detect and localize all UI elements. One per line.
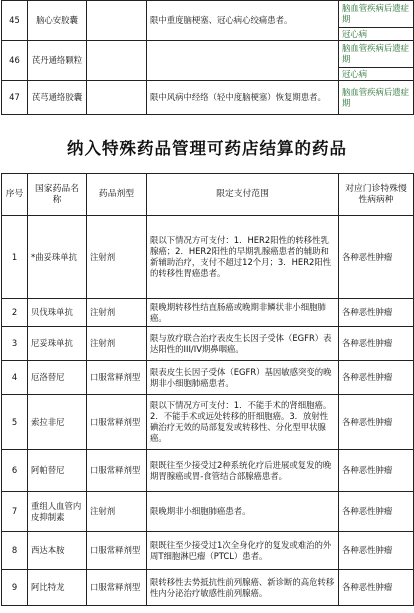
payment-scope: 限表皮生长因子受体（EGFR）基因敏感突变的晚期非小细胞肺癌患者。 [147,361,339,395]
payment-scope: 限中重度脑梗塞、冠心病心绞痛患者。 [147,1,339,41]
drug-name: 索拉非尼 [28,395,87,450]
dosage-form: 口服常释剂型 [87,361,147,395]
disease-type: 冠心病 [339,67,413,80]
payment-scope: 限转移性去势抵抗性前列腺癌、新诊断的高危转移性内分泌治疗敏感性前列腺癌。 [147,570,339,606]
drug-name: 脑心安胶囊 [28,1,87,41]
dosage-form: 注射剂 [87,299,147,327]
row-number: 6 [2,450,28,492]
row-number: 4 [2,361,28,395]
disease-type: 各种恶性肿瘤 [339,570,414,606]
disease-type: 各种恶性肿瘤 [339,361,414,395]
disease-cell [339,81,414,115]
drug-name: 阿帕替尼 [28,450,87,492]
drug-name: *曲妥珠单抗 [28,216,87,299]
drug-name: 芪丹通络颗粒 [28,41,87,81]
payment-scope: 限晚期非小细胞肺癌患者。 [147,492,339,532]
header-disease: 对应门诊特殊慢性病病种 [339,174,414,216]
row-number: 8 [2,532,28,570]
dosage-form: 注射剂 [87,492,147,532]
header-name: 国家药品名称 [28,174,87,216]
table-row [2,532,414,570]
table-row [2,450,414,492]
disease-type: 各种恶性肿瘤 [339,216,414,299]
dosage-form: 口服常释剂型 [87,570,147,606]
drug-name: 尼妥珠单抗 [28,327,87,361]
payment-scope [147,41,339,81]
dosage-form [87,41,147,81]
dosage-form [87,81,147,115]
table-row [2,1,414,41]
drug-name: 芪芎通络胶囊 [28,81,87,115]
special-table-body [2,216,414,606]
header-form: 药品剂型 [87,174,147,216]
payment-scope: 限晚期转移性结直肠癌或晚期非鳞状非小细胞肺癌。 [147,299,339,327]
disease-type: 冠心病 [339,27,413,40]
disease-type: 脑血管疾病后遗症期 [342,86,409,108]
disease-type: 各种恶性肿瘤 [339,327,414,361]
dosage-form: 口服常释剂型 [87,450,147,492]
payment-scope: 限既往至少接受过2种系统化疗后进展或复发的晚期胃腺癌或胃-食管结合部腺癌患者。 [147,450,339,492]
dosage-form: 注射剂 [87,327,147,361]
dosage-form: 口服常释剂型 [87,532,147,570]
payment-scope: 限既往至少接受过1次全身化疗的复发或难治的外周T细胞淋巴瘤（PTCL）患者。 [147,532,339,570]
drug-name: 厄洛替尼 [28,361,87,395]
table-row [2,361,414,395]
disease-cell [339,41,414,81]
disease-type: 各种恶性肿瘤 [339,299,414,327]
table-header-row [2,174,414,216]
disease-type: 各种恶性肿瘤 [339,450,414,492]
disease-type: 脑血管疾病后遗症期 [342,2,409,24]
table-row [2,395,414,450]
drug-name: 贝伐珠单抗 [28,299,87,327]
table-row [2,327,414,361]
payment-scope: 限与放疗联合治疗表皮生长因子受体（EGFR）表达阳性的III/IV期鼻咽癌。 [147,327,339,361]
payment-scope: 限中风病中经络（轻中度脑梗塞）恢复期患者。 [147,81,339,115]
disease-type: 脑血管疾病后遗症期 [342,42,409,64]
section-title: 纳入特殊药品管理可药店结算的药品 [67,139,347,158]
table-row [2,570,414,606]
row-number: 9 [2,570,28,606]
row-number: 2 [2,299,28,327]
special-drug-table [1,173,414,606]
continued-drug-table [1,0,414,115]
drug-name: 阿比特龙 [28,570,87,606]
header-scope: 限定支付范围 [147,174,339,216]
row-number: 1 [2,216,28,299]
disease-type: 各种恶性肿瘤 [339,395,414,450]
continued-table-body [2,1,414,115]
disease-type: 各种恶性肿瘤 [339,492,414,532]
row-number: 3 [2,327,28,361]
disease-cell [339,1,414,41]
row-number: 45 [2,1,28,41]
table-row [2,299,414,327]
row-number: 7 [2,492,28,532]
table-row [2,216,414,299]
table-row [2,492,414,532]
header-no: 序号 [2,174,28,216]
table-row [2,41,414,81]
dosage-form: 口服常释剂型 [87,395,147,450]
row-number: 5 [2,395,28,450]
row-number: 46 [2,41,28,81]
drug-name: 西达本胺 [28,532,87,570]
payment-scope: 限以下情况方可支付：1．HER2阳性的转移性乳腺癌；2．HER2阳性的早期乳腺癌患者的辅助和新辅助治疗，支付不超过12个月；3．HER2阳性的转移性胃癌患者。 [147,216,339,299]
payment-scope: 限以下情况方可支付：1．不能手术的肾细胞癌。2．不能手术或远处转移的肝细胞癌。3．放射性碘治疗无效的局部复发或转移性、分化型甲状腺癌。 [147,395,339,450]
row-number: 47 [2,81,28,115]
table-row [2,81,414,115]
disease-type: 各种恶性肿瘤 [339,532,414,570]
dosage-form [87,1,147,41]
dosage-form: 注射剂 [87,216,147,299]
drug-name: 重组人血管内皮抑制素 [28,492,87,532]
